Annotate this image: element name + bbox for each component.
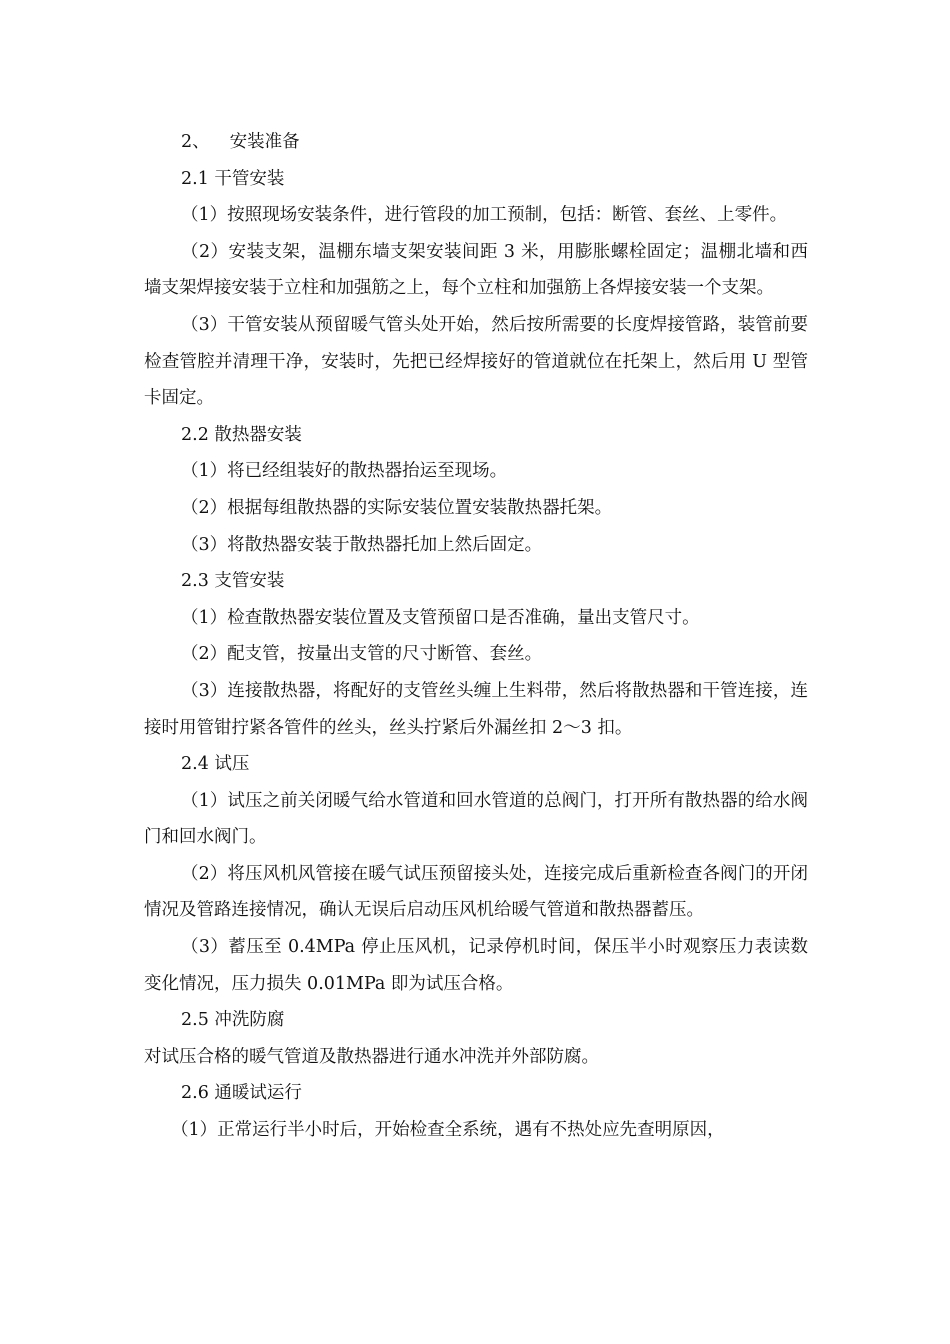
paragraph-2-5-1: 对试压合格的暖气管道及散热器进行通水冲洗并外部防腐。 <box>144 1046 599 1067</box>
paragraph-2-4-1: （1）试压之前关闭暖气给水管道和回水管道的总阀门，打开所有散热器的给水阀门和回水阀门。 <box>144 790 808 848</box>
paragraph-2-1-3: （3）干管安装从预留暖气管头处开始，然后按所需要的长度焊接管路，装管前要检查管腔并清理干净，安装时，先把已经焊接好的管道就位在托架上，然后用 U 型管卡固定。 <box>144 314 808 409</box>
paragraph-2-6-1: （1）正常运行半小时后，开始检查全系统，遇有不热处应先查明原因， <box>171 1120 725 1141</box>
paragraph-2-2-1: （1）将已经组装好的散热器抬运至现场。 <box>181 461 508 482</box>
subsection-heading-2-5: 2.5 冲洗防腐 <box>181 1010 285 1031</box>
paragraph-2-1-1: （1）按照现场安装条件，进行管段的加工预制，包括：断管、套丝、上零件。 <box>181 205 788 226</box>
paragraph-2-1-2: （2）安装支架，温棚东墙支架安装间距 3 米，用膨胀螺栓固定；温棚北墙和西墙支架焊接安装于立柱和加强筋之上，每个立柱和加强筋上各焊接安装一个支架。 <box>144 241 808 299</box>
document-body <box>144 124 808 1149</box>
subsection-heading-2-4: 2.4 试压 <box>181 754 250 775</box>
paragraph-2-4-3: （3）蓄压至 0.4MPa 停止压风机，记录停机时间，保压半小时观察压力表读数变化情况，压力损失 0.01MPa 即为试压合格。 <box>144 937 808 994</box>
paragraph-2-3-2: （2）配支管，按量出支管的尺寸断管、套丝。 <box>181 644 543 665</box>
paragraph-2-2-2: （2）根据每组散热器的实际安装位置安装散热器托架。 <box>181 497 613 518</box>
subsection-heading-2-1: 2.1 干管安装 <box>181 168 285 189</box>
paragraph-2-3-1: （1）检查散热器安装位置及支管预留口是否准确，量出支管尺寸。 <box>181 607 700 628</box>
section-title: 安装准备 <box>229 132 300 152</box>
section-heading <box>144 124 808 161</box>
paragraph-2-2-3: （3）将散热器安装于散热器托加上然后固定。 <box>181 534 543 555</box>
section-number: 2、 <box>181 132 210 152</box>
paragraph-2-4-2: （2）将压风机风管接在暖气试压预留接头处，连接完成后重新检查各阀门的开闭情况及管路连接情况，确认无误后启动压风机给暖气管道和散热器蓄压。 <box>144 863 808 921</box>
subsection-heading-2-6: 2.6 通暖试运行 <box>181 1083 302 1104</box>
paragraph-2-3-3: （3）连接散热器，将配好的支管丝头缠上生料带，然后将散热器和干管连接，连接时用管钳拧紧各管件的丝头，丝头拧紧后外漏丝扣 2～3 扣。 <box>144 680 808 738</box>
subsection-heading-2-3: 2.3 支管安装 <box>181 571 285 592</box>
subsection-heading-2-2: 2.2 散热器安装 <box>181 424 302 445</box>
